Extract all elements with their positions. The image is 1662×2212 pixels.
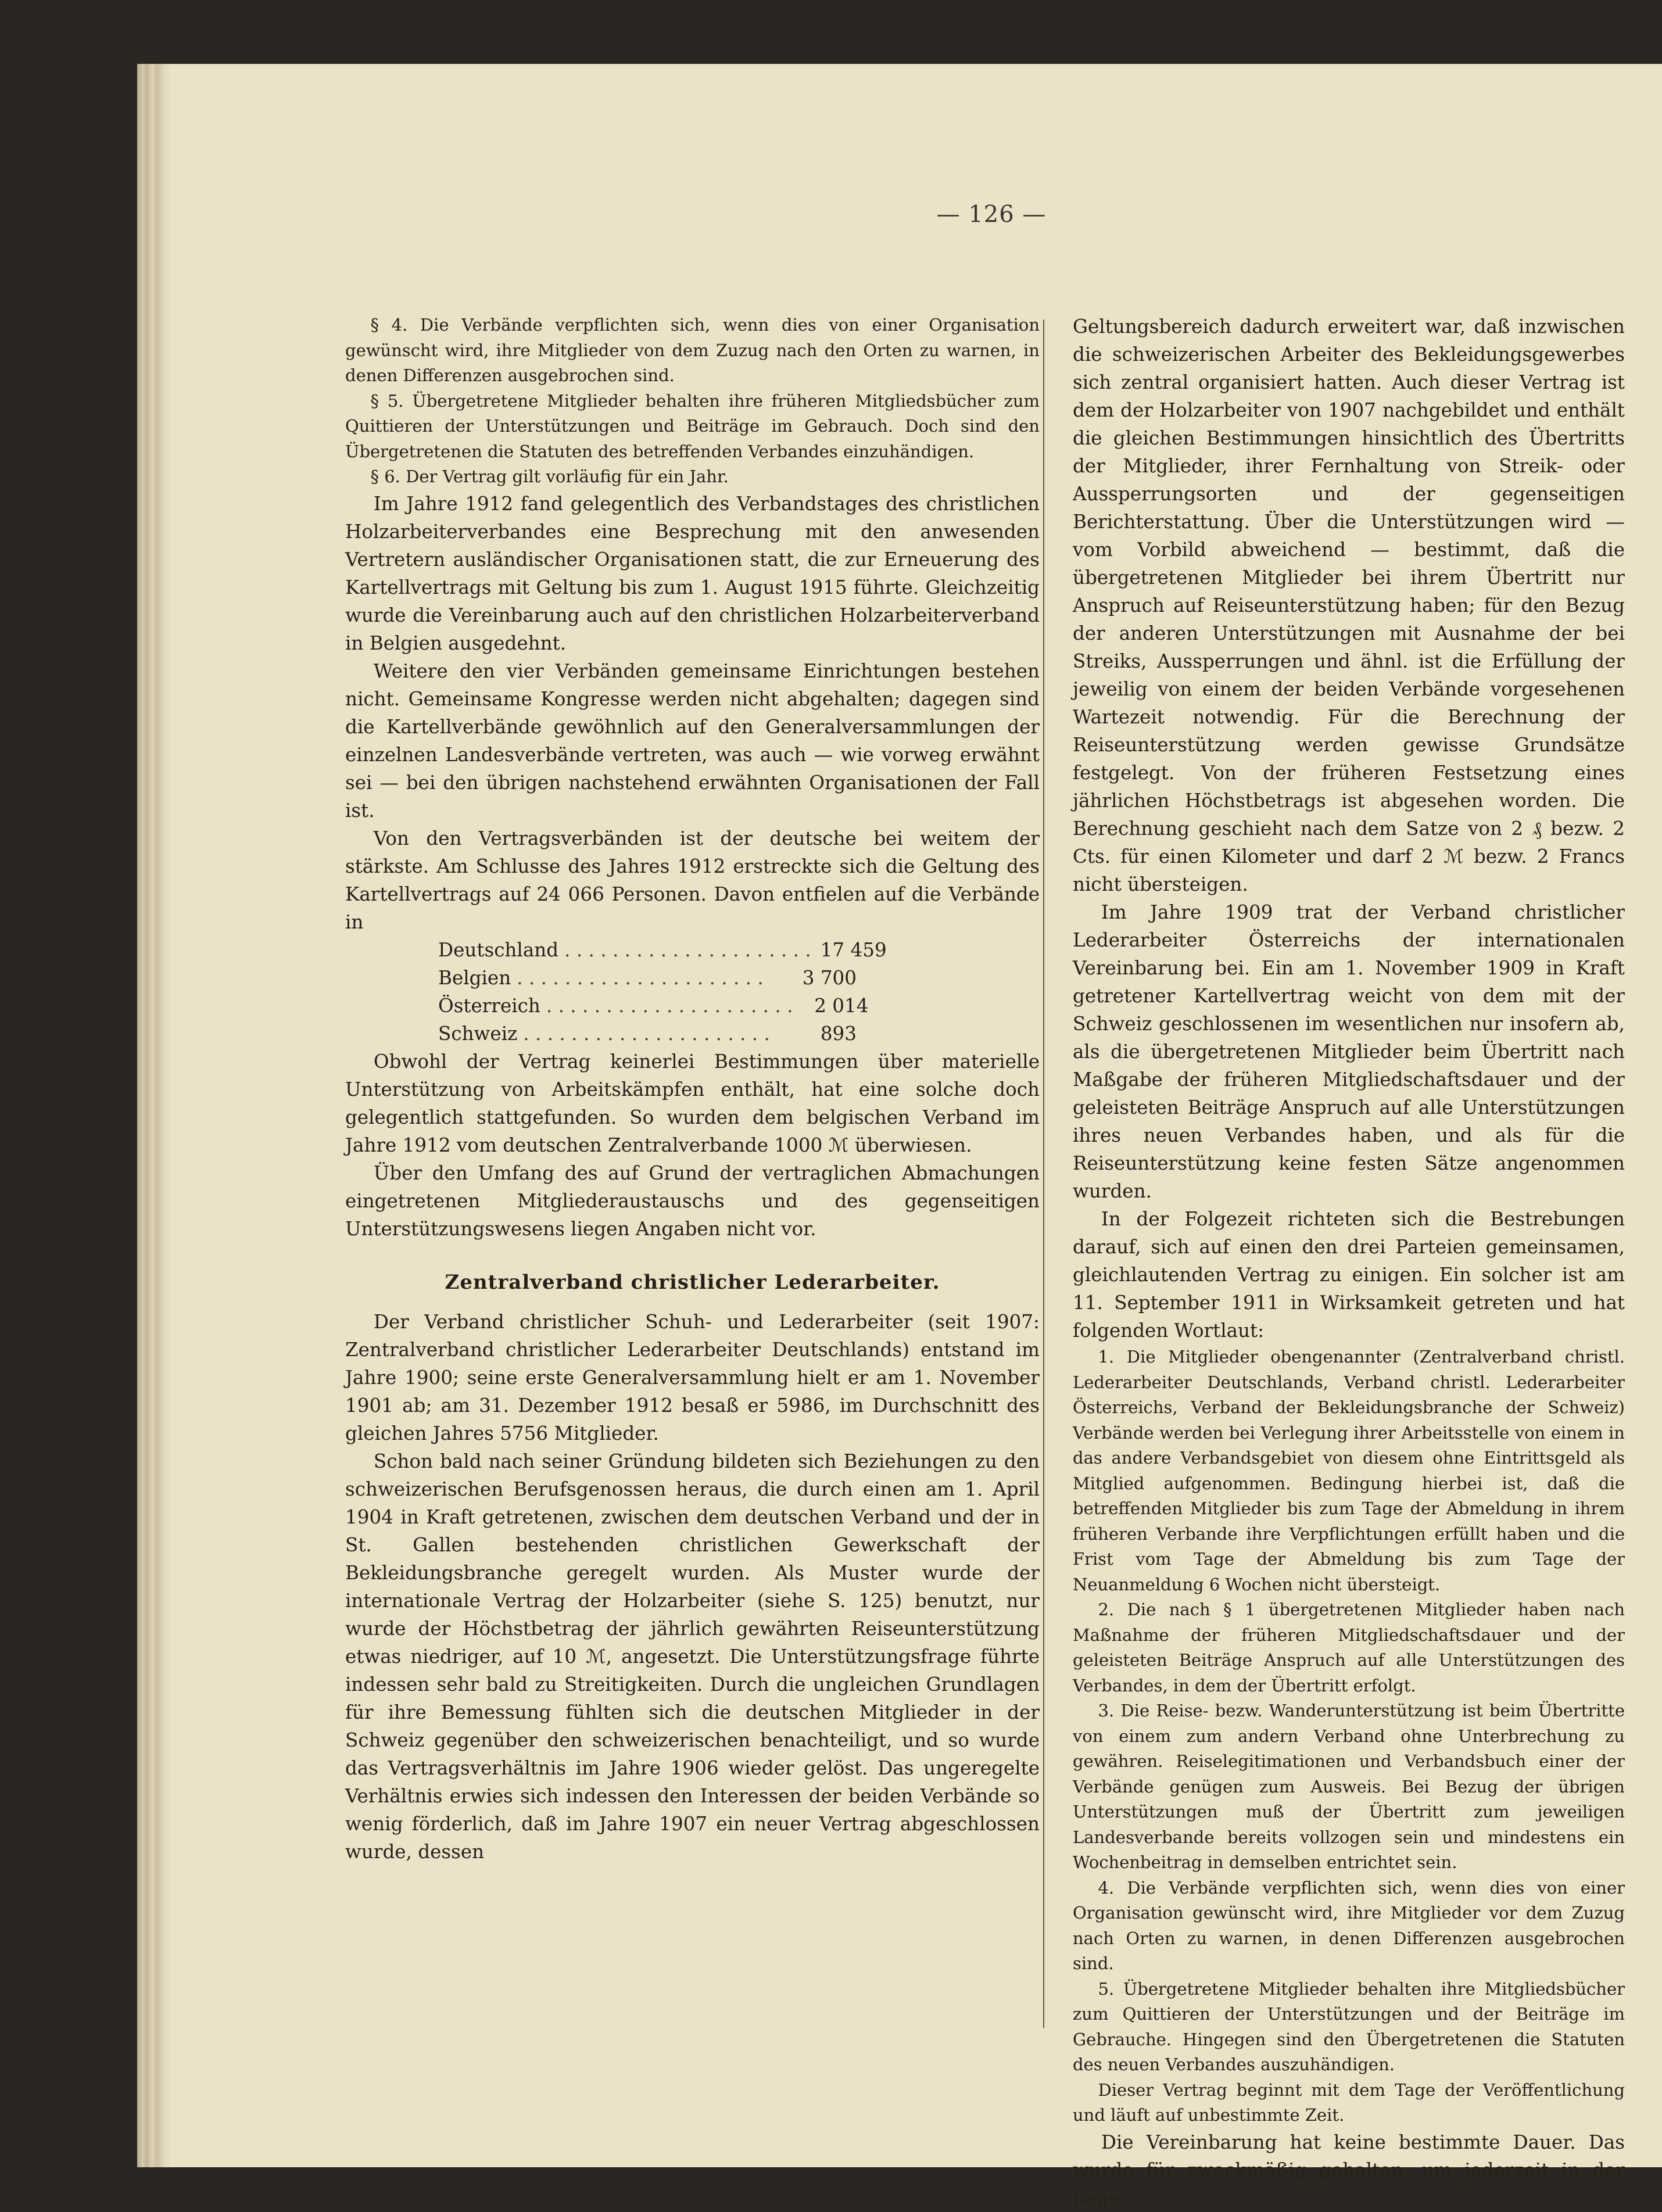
page-edges: [137, 64, 172, 2167]
paragraph: Obwohl der Vertrag keinerlei Bestimmungen über materielle Unterstützung von Arbeitskämpfen enthält, hat eine solche doch gelegentlich stattgefunden. So wurden dem belgischen Verband im Jahre 1912 vom deutschen Zentralverbande 1000 ℳ überwiesen.: [345, 1050, 1040, 1156]
membership-table: [438, 936, 887, 1048]
book-page: [137, 64, 1662, 2209]
page-number: — 126 —: [936, 201, 1047, 228]
table-row: [438, 964, 857, 992]
member-count: 17 459: [820, 938, 887, 961]
country-name: Schweiz: [438, 1022, 518, 1045]
paragraph: § 4. Die Verbände verpflichten sich, wenn dies von einer Organisation gewünscht wird, ihre Mitglieder von dem Zuzug nach den Orten zu warnen, in denen Differenzen ausgebrochen sind.: [345, 315, 1040, 385]
country-name: Deutschland: [438, 938, 559, 961]
right-column: [1073, 313, 1625, 2212]
paragraph: Über den Umfang des auf Grund der vertraglichen Abmachungen eingetretenen Mitgliederaustauschs und des gegenseitigen Unterstützungswesens liegen Angaben nicht vor.: [345, 1161, 1040, 1240]
country-name: Österreich: [438, 994, 540, 1017]
paragraph: In der Folgezeit richteten sich die Bestrebungen darauf, sich auf einen den drei Parteien gemeinsamen, gleichlautenden Vertrag zu einigen. Ein solcher ist am 11. September 1911 in Wirksamkeit getreten und hat folgenden Wortlaut:: [1073, 1208, 1625, 1342]
contract-clause: 3. Die Reise- bezw. Wanderunterstützung ist beim Übertritte von einem zum andern Verband ohne Unterbrechung zu gewähren. Reiselegitimationen und Verbandsbuch einer der Verbände genügen zum Ausweis. Bei Bezug der übrigen Unterstützungen muß der Übertritt zum jeweiligen Landesverbande bereits vollzogen sein und mindestens ein Wochenbeitrag in demselben entrichtet sein.: [1073, 1701, 1625, 1872]
paragraph: § 6. Der Vertrag gilt vorläufig für ein Jahr.: [370, 467, 729, 486]
section-heading: Zentralverband christlicher Lederarbeiter.: [445, 1270, 940, 1294]
paragraph: Schon bald nach seiner Gründung bildeten sich Beziehungen zu den schweizerischen Berufsgenossen heraus, die durch einen am 1. April 1904 in Kraft getretenen, zwischen dem deutschen Verband und der in St. Gallen bestehenden christlichen Gewerkschaft der Bekleidungsbranche geregelt wurden. Als Muster wurde der internationale Vertrag der Holzarbeiter (siehe S. 125) benutzt, nur wurde der Höchstbetrag der jährlich gewährten Reiseunterstützung etwas niedriger, auf 10 ℳ, angesetzt. Die Unterstützungsfrage führte indessen sehr bald zu Streitigkeiten. Durch die ungleichen Grundlagen für ihre Bemessung fühlten sich die deutschen Mitglieder in der Schweiz gegenüber den schweizerischen benachteiligt, und so wurde das Vertragsverhältnis im Jahre 1906 wieder gelöst. Das ungeregelte Verhältnis erwies sich indessen den Interessen der beiden Verbände so wenig förderlich, daß im Jahre 1907 ein neuer Vertrag abgeschlossen wurde, dessen: [345, 1450, 1040, 1863]
leader-dots: . . . . . . . . . . . . . . . . . . . . .: [523, 1022, 770, 1045]
contract-clause: 4. Die Verbände verpflichten sich, wenn dies von einer Organisation gewünscht wird, ihre Mitglieder vor dem Zuzug nach Orten zu warnen, in denen Differenzen ausgebrochen sind.: [1073, 1877, 1625, 1973]
table-row: [438, 1020, 857, 1048]
member-count: 893: [820, 1022, 857, 1045]
paragraph: Geltungsbereich dadurch erweitert war, daß inzwischen die schweizerischen Arbeiter des Bekleidungsgewerbes sich zentral organisiert hatten. Auch dieser Vertrag ist dem der Holzarbeiter von 1907 nachgebildet und enthält die gleichen Bestimmungen hinsichtlich des Übertritts der Mitglieder, ihrer Fernhaltung von Streik- oder Aussperrungsorten und der gegenseitigen Berichterstattung. Über die Unterstützungen wird — vom Vorbild abweichend — bestimmt, daß die übergetretenen Mitglieder bei ihrem Übertritt nur Anspruch auf Reiseunterstützung haben; für den Bezug der anderen Unterstützungen mit Ausnahme der bei Streiks, Aussperrungen und ähnl. ist die Erfüllung der jeweilig von einem der beiden Verbände vorgesehenen Wartezeit notwendig. Für die Berechnung der Reiseunterstützung werden gewisse Grundsätze festgelegt. Von der früheren Festsetzung eines jährlichen Höchstbetrags ist abgesehen worden. Die Berechnung geschieht nach dem Satze von 2 ₰ bezw. 2 Cts. für einen Kilometer und darf 2 ℳ bezw. 2 Francs nicht übersteigen.: [1073, 316, 1625, 895]
paragraph: § 5. Übergetretene Mitglieder behalten ihre früheren Mitgliedsbücher zum Quittieren der Unterstützungen und Beiträge im Gebrauch. Doch sind den Übergetretenen die Statuten des betreffenden Verbandes einzuhändigen.: [345, 390, 1040, 461]
table-row: [438, 992, 869, 1020]
leader-dots: . . . . . . . . . . . . . . . . . . . . .: [517, 966, 764, 989]
leader-dots: . . . . . . . . . . . . . . . . . . . . .: [564, 938, 811, 961]
member-count: 3 700: [802, 966, 857, 989]
contract-clause: Dieser Vertrag beginnt mit dem Tage der Veröffentlichung und läuft auf unbestimmte Zeit.: [1073, 2080, 1625, 2125]
paragraph: Weitere den vier Verbänden gemeinsame Einrichtungen bestehen nicht. Gemeinsame Kongresse werden nicht abgehalten; dagegen sind die Kartellverbände gewöhnlich auf den Generalversammlungen der einzelnen Landesverbände vertreten, was auch — wie vorweg erwähnt sei — bei den übrigen nachstehend erwähnten Organisationen der Fall ist.: [345, 659, 1040, 822]
paragraph: Im Jahre 1912 fand gelegentlich des Verbandstages des christlichen Holzarbeiterverbandes eine Besprechung mit den anwesenden Vertretern ausländischer Organisationen statt, die zur Erneuerung des Kartellvertrags mit Geltung bis zum 1. August 1915 führte. Gleichzeitig wurde die Vereinbarung auch auf den christlichen Holzarbeiterverband in Belgien ausgedehnt.: [345, 492, 1040, 654]
contract-clause: 2. Die nach § 1 übergetretenen Mitglieder haben nach Maßnahme der früheren Mitgliedschaftsdauer und der geleisteten Beiträge Anspruch auf alle Unterstützungen des Verbandes, in dem der Übertritt erfolgt.: [1073, 1600, 1625, 1695]
paragraph: Im Jahre 1909 trat der Verband christlicher Lederarbeiter Österreichs der internationalen Vereinbarung bei. Ein am 1. November 1909 in Kraft getretener Kartellvertrag weicht von dem mit der Schweiz geschlossenen im wesentlichen nur insofern ab, als die übergetretenen Mitglieder beim Übertritt nach Maßgabe der früheren Mitgliedschaftsdauer und der geleisteten Beiträge Anspruch auf alle Unterstützungen ihres neuen Verbandes haben, und als für die Reiseunterstützung keine festen Sätze angenommen wurden.: [1073, 901, 1625, 1202]
table-row: [438, 936, 887, 964]
paragraph: Die Vereinbarung hat keine bestimmte Dauer. Das wurde für zweckmäßig gehalten, um jederzeit in der Lage: [1073, 2131, 1625, 2209]
paragraph: Der Verband christlicher Schuh- und Lederarbeiter (seit 1907: Zentralverband christlicher Lederarbeiter Deutschlands) entstand im Jahre 1900; seine erste Generalversammlung hielt er am 1. November 1901 ab; am 31. Dezember 1912 besaß er 5986, im Durchschnitt des gleichen Jahres 5756 Mitglieder.: [345, 1310, 1040, 1444]
leader-dots: . . . . . . . . . . . . . . . . . . . . .: [546, 994, 793, 1017]
paragraph: Von den Vertragsverbänden ist der deutsche bei weitem der stärkste. Am Schlusse des Jahres 1912 erstreckte sich die Geltung des Kartellvertrags auf 24 066 Personen. Davon entfielen auf die Verbände in: [345, 827, 1040, 933]
contract-clause: 1. Die Mitglieder obengenannter (Zentralverband christl. Lederarbeiter Deutschlands, Verband christl. Lederarbeiter Österreichs, Verband der Bekleidungsbranche der Schweiz) Verbände werden bei Verlegung ihrer Arbeitsstelle von einem in das andere Verbandsgebiet von diesem ohne Eintrittsgeld als Mitglied aufgenommen. Bedingung hierbei ist, daß die betreffenden Mitglieder bis zum Tage der Abmeldung in ihrem früheren Verbande ihre Verpflichtungen erfüllt haben und die Frist vom Tage der Abmeldung bis zum Tage der Neuanmeldung 6 Wochen nicht übersteigt.: [1073, 1347, 1625, 1594]
country-name: Belgien: [438, 966, 511, 989]
left-column: [345, 313, 1040, 1866]
column-divider: [1043, 320, 1044, 2028]
contract-clause: 5. Übergetretene Mitglieder behalten ihre Mitgliedsbücher zum Quittieren der Unterstützungen und der Beiträge im Gebrauche. Hingegen sind den Übergetretenen die Statuten des neuen Verbandes auszuhändigen.: [1073, 1978, 1625, 2074]
member-count: 2 014: [814, 994, 869, 1017]
